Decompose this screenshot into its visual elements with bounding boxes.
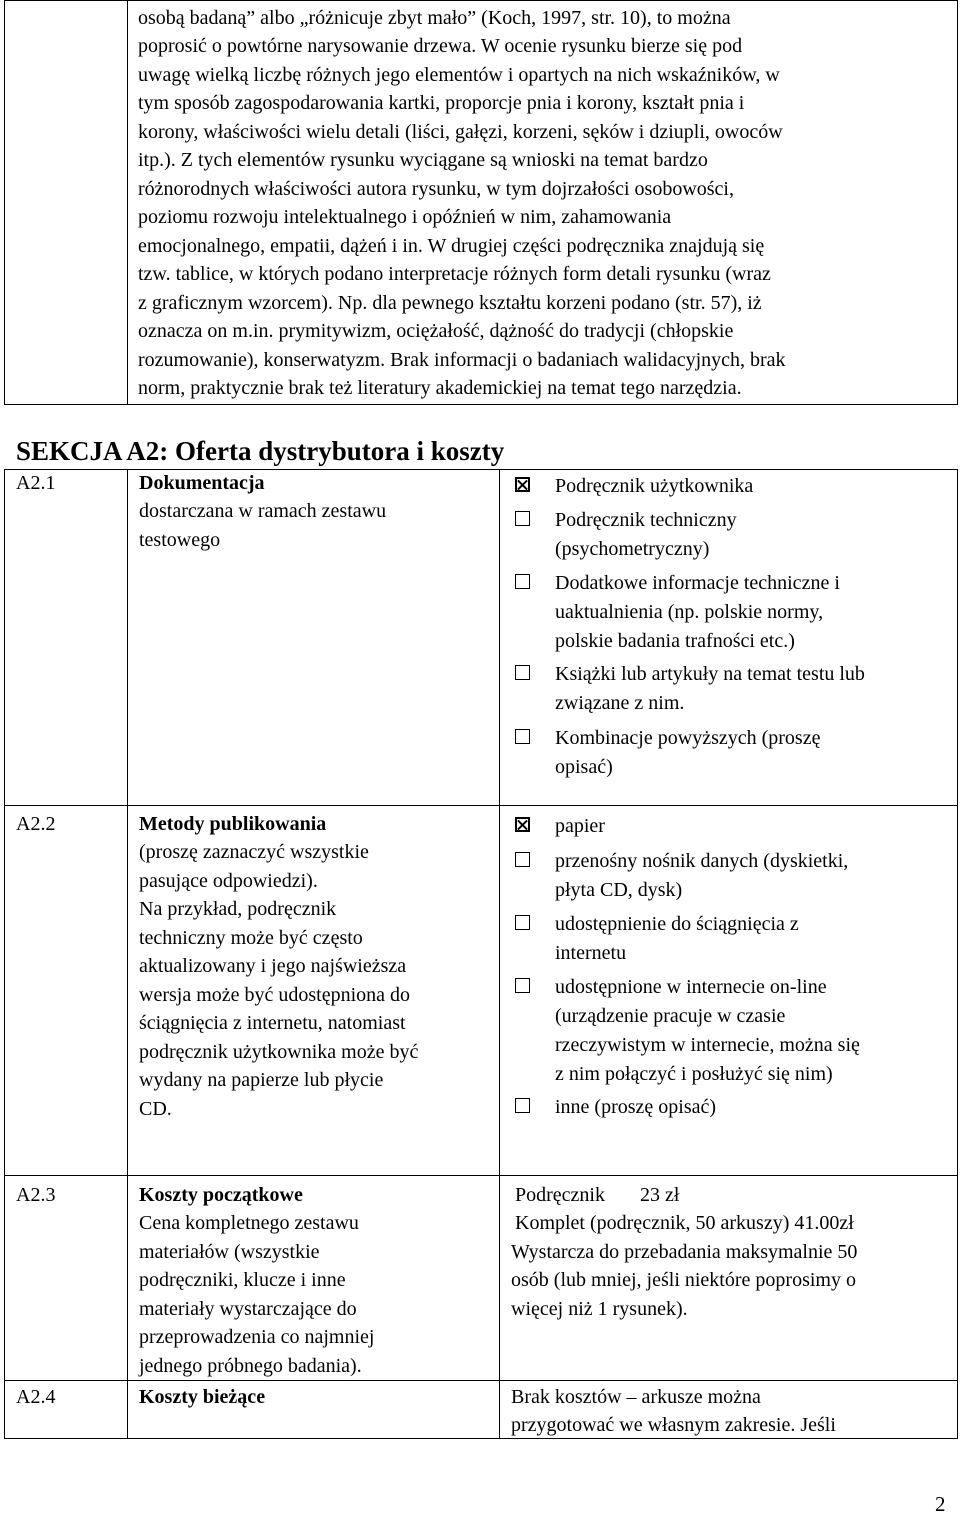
- row-title: Koszty bieżące: [139, 1386, 266, 1408]
- intro-border-bottom: [4, 404, 958, 405]
- checkbox-icon[interactable]: [515, 1098, 530, 1113]
- row-desc-line: Cena kompletnego zestawu: [139, 1212, 359, 1234]
- row-desc-line: dostarczana w ramach zestawu: [139, 500, 387, 522]
- row-desc-line: pasujące odpowiedzi).: [139, 870, 318, 892]
- section-heading: SEKCJA A2: Oferta dystrybutora i koszty: [16, 436, 505, 466]
- option-label: (urządzenie pracuje w czasie: [555, 1005, 786, 1027]
- checkbox-icon[interactable]: [515, 729, 530, 744]
- row-desc-line: testowego: [139, 529, 221, 551]
- option-label: internetu: [555, 942, 627, 964]
- intro-line: rozumowanie), konserwatyzm. Brak informacji o badaniach walidacyjnych, brak: [138, 349, 786, 371]
- row-desc-line: wydany na papierze lub płycie: [139, 1069, 384, 1091]
- option-label: rzeczywistym w internecie, można się: [555, 1034, 860, 1056]
- answer-line: osób (lub mniej, jeśli niektóre poprosimy o: [511, 1269, 856, 1291]
- row-desc-line: wersja może być udostępniona do: [139, 984, 411, 1006]
- option-label: przenośny nośnik danych (dyskietki,: [555, 850, 849, 872]
- row-desc-line: ściągnięcia z internetu, natomiast: [139, 1012, 406, 1034]
- option-label: papier: [555, 815, 605, 837]
- a2-border-col1: [127, 469, 128, 1439]
- row-desc-line: aktualizowany i jego najświeższa: [139, 955, 407, 977]
- row-desc-line: materiały wystarczające do: [139, 1298, 357, 1320]
- option-label: opisać): [555, 756, 613, 778]
- checked-box-icon[interactable]: [515, 817, 530, 832]
- checkbox-icon[interactable]: [515, 852, 530, 867]
- a2-border-left: [4, 469, 5, 1439]
- intro-line: korony, właściwości wielu detali (liści, gałęzi, korzeni, sęków i dziupli, owoców: [138, 121, 783, 143]
- option-label: Podręcznik techniczny: [555, 509, 737, 531]
- row-id: A2.2: [16, 813, 56, 835]
- row-title: Koszty początkowe: [139, 1184, 303, 1206]
- option-label: Kombinacje powyższych (proszę: [555, 727, 821, 749]
- option-label: związane z nim.: [555, 692, 685, 714]
- option-label: udostępnienie do ściągnięcia z: [555, 913, 799, 935]
- checkbox-icon[interactable]: [515, 511, 530, 526]
- option-label: inne (proszę opisać): [555, 1096, 717, 1118]
- row-id: A2.3: [16, 1184, 56, 1206]
- a2-border-right: [957, 469, 958, 1439]
- intro-line: uwagę wielką liczbę różnych jego elementów i opartych na nich wskaźników, w: [138, 64, 780, 86]
- intro-line: z graficznym wzorcem). Np. dla pewnego kształtu korzeni podano (str. 57), iż: [138, 292, 762, 314]
- row-desc-line: techniczny może być często: [139, 927, 363, 949]
- intro-line: tym sposób zagospodarowania kartki, proporcje pnia i korony, kształt pnia i: [138, 92, 745, 114]
- answer-line: więcej niż 1 rysunek).: [511, 1298, 688, 1320]
- intro-border-right: [957, 0, 958, 405]
- option-label: płyta CD, dysk): [555, 879, 683, 901]
- row-desc-line: materiałów (wszystkie: [139, 1241, 320, 1263]
- row-desc-line: CD.: [139, 1098, 172, 1120]
- row-desc-line: podręczniki, klucze i inne: [139, 1269, 346, 1291]
- row-title: Dokumentacja: [139, 472, 265, 494]
- a2-border-row1: [4, 805, 958, 806]
- intro-line: tzw. tablice, w których podano interpretacje różnych form detali rysunku (wraz: [138, 263, 771, 285]
- row-desc-line: (proszę zaznaczyć wszystkie: [139, 841, 369, 863]
- checkbox-icon[interactable]: [515, 978, 530, 993]
- row-desc-line: przeprowadzenia co najmniej: [139, 1326, 375, 1348]
- intro-line: norm, praktycznie brak też literatury akademickiej na temat tego narzędzia.: [138, 377, 742, 399]
- intro-border-mid: [127, 0, 128, 405]
- page-number: 2: [935, 1492, 946, 1516]
- a2-border-row2: [4, 1175, 958, 1176]
- answer-line: przygotować we własnym zakresie. Jeśli: [511, 1414, 836, 1436]
- answer-line: Wystarcza do przebadania maksymalnie 50: [511, 1241, 858, 1263]
- row-id: A2.4: [16, 1386, 56, 1408]
- option-label: polskie badania trafności etc.): [555, 630, 795, 652]
- a2-border-col2: [499, 469, 500, 1439]
- intro-line: różnorodnych właściwości autora rysunku, w tym dojrzałości osobowości,: [138, 178, 734, 200]
- row-title: Metody publikowania: [139, 813, 327, 835]
- row-desc-line: Na przykład, podręcznik: [139, 898, 337, 920]
- cost-kit: Komplet (podręcznik, 50 arkuszy) 41.00zł: [515, 1212, 854, 1234]
- option-label: Książki lub artykuły na temat testu lub: [555, 663, 865, 685]
- option-label: (psychometryczny): [555, 538, 710, 560]
- answer-line: Brak kosztów – arkusze można: [511, 1386, 761, 1408]
- option-label: udostępnione w internecie on-line: [555, 976, 827, 998]
- checkbox-icon[interactable]: [515, 665, 530, 680]
- cost-manual: Podręcznik 23 zł: [515, 1184, 680, 1206]
- option-label: Podręcznik użytkownika: [555, 475, 754, 497]
- checkbox-icon[interactable]: [515, 915, 530, 930]
- row-desc-line: jednego próbnego badania).: [139, 1355, 362, 1377]
- row-id: A2.1: [16, 472, 56, 494]
- intro-border-top: [4, 0, 958, 1]
- row-desc-line: podręcznik użytkownika może być: [139, 1041, 419, 1063]
- option-label: uaktualnienia (np. polskie normy,: [555, 601, 824, 623]
- option-label: z nim połączyć i posłużyć się nim): [555, 1063, 833, 1085]
- intro-line: oznacza on m.in. prymitywizm, ociężałość, dążność do tradycji (chłopskie: [138, 320, 734, 342]
- intro-line: poziomu rozwoju intelektualnego i opóźnień w nim, zahamowania: [138, 206, 672, 228]
- checkbox-icon[interactable]: [515, 574, 530, 589]
- intro-border-left: [4, 0, 5, 405]
- intro-line: poprosić o powtórne narysowanie drzewa. W ocenie rysunku bierze się pod: [138, 35, 743, 57]
- intro-line: osobą badaną” albo „różnicuje zbyt mało” (Koch, 1997, str. 10), to można: [138, 7, 731, 29]
- checked-box-icon[interactable]: [515, 477, 530, 492]
- intro-line: emocjonalnego, empatii, dążeń i in. W drugiej części podręcznika znajdują się: [138, 235, 765, 257]
- intro-line: itp.). Z tych elementów rysunku wyciągane są wnioski na temat bardzo: [138, 149, 708, 171]
- option-label: Dodatkowe informacje techniczne i: [555, 572, 840, 594]
